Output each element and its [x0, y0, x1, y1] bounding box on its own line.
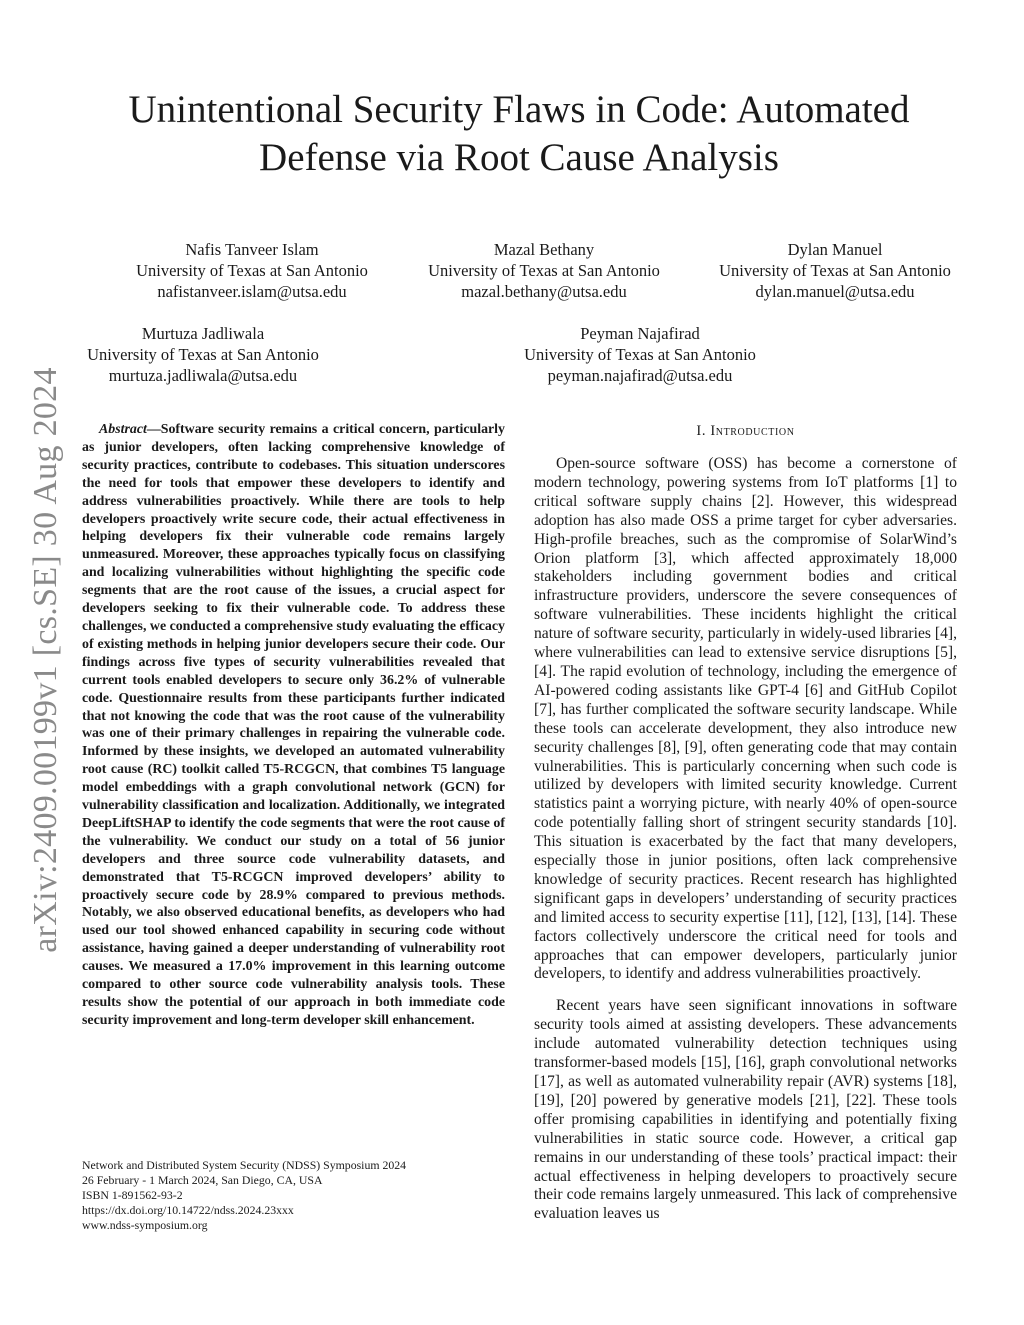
author-name: Dylan Manuel — [787, 240, 883, 259]
author-name: Murtuza Jadliwala — [141, 324, 265, 343]
body-paragraph: Recent years have seen significant innovations in software security tools aimed at assisting developers. These advancements include automated vulnerability detection techniques using transformer-based models [15], [16], graph convolutional networks [17], as well as automated vulnerability repair (AVR) systems [18], [19], [20] powered by generative models [21], [22]. These tools offer promising capabilities in identifying and potentially fixing vulnerabilities in static source code. However, a critical gap remains in our understanding of these tools’ practical impact: their actual effectiveness in helping developers to proactively secure their code remains largely unmeasured. This lack of comprehensive evaluation leaves us — [534, 997, 957, 1223]
author-block — [72, 323, 334, 386]
author-affiliation: University of Texas at San Antonio — [719, 261, 951, 280]
author-email: dylan.manuel@utsa.edu — [755, 282, 915, 301]
author-name: Nafis Tanveer Islam — [185, 240, 319, 259]
author-affiliation: University of Texas at San Antonio — [428, 261, 660, 280]
author-name: Peyman Najafirad — [580, 324, 700, 343]
arxiv-identifier — [28, 350, 64, 970]
arxiv-identifier-text: arXiv:2409.00199v1 [cs.SE] 30 Aug 2024 — [27, 367, 64, 953]
venue-footnote — [82, 1158, 406, 1233]
author-affiliation: University of Texas at San Antonio — [136, 261, 368, 280]
section-title: Introduction — [710, 423, 795, 439]
author-email: nafistanveer.islam@utsa.edu — [157, 282, 347, 301]
author-block — [509, 323, 771, 386]
section-heading — [534, 421, 957, 441]
footnote-line: ISBN 1-891562-93-2 — [82, 1188, 183, 1203]
paper-title: Unintentional Security Flaws in Code: Automated Defense via Root Cause Analysis — [128, 88, 910, 179]
author-email: peyman.najafirad@utsa.edu — [547, 366, 733, 385]
introduction-section — [534, 421, 957, 1224]
abstract-text: Software security remains a critical concern, particularly as junior developers, often lacking comprehensive knowledge of security practices, contribute to codebases. This situation underscores the need for tools that empower these developers to identify and address vulnerabilities proactively. While there are tools to help developers proactively write secure code, their actual effectiveness in helping developers fix their vulnerable code remains largely unmeasured. Moreover, these approaches typically focus on classifying and localizing vulnerabilities without highlighting the specific code segments that are the root cause of the issues, a crucial aspect for developers seeking to fix their vulnerable code. To address these challenges, we conducted a comprehensive study evaluating the efficacy of existing methods in helping junior developers secure their code. Our findings across five types of security vulnerabilities revealed that current tools enabled developers to secure only 36.2% of vulnerable code. Questionnaire results from these participants further indicated that not knowing the code that was the root cause of the vulnerability was one of their primary challenges in repairing the vulnerable code. Informed by these insights, we developed an automated vulnerability root cause (RC) toolkit called T5-RCGCN, that combines T5 language model embeddings with a graph convolutional network (GCN) for vulnerability classification and localization. Additionally, we integrated DeepLiftSHAP to identify the code segments that were the root cause of the vulnerability. We conduct our study on a total of 56 junior developers and three source code vulnerability datasets, and demonstrated that T5-RCGCN improved developers’ ability to proactively secure code by 28.9% compared to previous methods. Notably, we also observed educational benefits, as developers who had used our tool showed enhanced capability in securing code without assistance, having gained a deeper understanding of vulnerability root causes. We measured a 17.0% improvement in this learning outcome compared to other source code vulnerability analysis tools. These results show the potential of our approach in both immediate code security improvement and long-term developer skill enhancement. — [82, 422, 505, 1028]
section-number: I. — [696, 423, 707, 439]
author-name: Mazal Bethany — [493, 240, 595, 259]
footnote-line: www.ndss-symposium.org — [82, 1218, 208, 1233]
footnote-line: 26 February - 1 March 2024, San Diego, CA, USA — [82, 1173, 323, 1188]
author-block — [413, 239, 675, 302]
author-email: murtuza.jadliwala@utsa.edu — [108, 366, 298, 385]
footnote-line: Network and Distributed System Security (NDSS) Symposium 2024 — [82, 1158, 407, 1172]
author-block — [703, 239, 967, 302]
author-affiliation: University of Texas at San Antonio — [87, 345, 319, 364]
author-block — [120, 239, 384, 302]
abstract-paragraph: Abstract—Software security remains a critical concern, particularly as junior developers, often lacking comprehensive knowledge of security practices, contribute to codebases. This situation underscores the need for tools that empower these developers to identify and address vulnerabilities proactively. While there are tools to help developers proactively write secure code, their actual effectiveness in helping developers fix their vulnerable code remains largely unmeasured. Moreover, these approaches typically focus on classifying and localizing vulnerabilities without highlighting the specific code segments that are the root cause of the issues, a crucial aspect for developers seeking to fix their vulnerable code. To address these challenges, we conducted a comprehensive study evaluating the efficacy of existing methods in helping junior developers secure their code. Our findings across five types of security vulnerabilities revealed that current tools enabled developers to secure only 36.2% of vulnerable code. Questionnaire results from these participants further indicated that not knowing the code that was the root cause of the vulnerability was one of their primary challenges in repairing the vulnerable code. Informed by these insights, we developed an automated vulnerability root cause (RC) toolkit called T5-RCGCN, that combines T5 language model embeddings with a graph convolutional network (GCN) for vulnerability classification and localization. Additionally, we integrated DeepLiftSHAP to identify the code segments that were the root cause of the vulnerability. We conduct our study on a total of 56 junior developers and three source code vulnerability datasets, and demonstrated that T5-RCGCN improved developers’ ability to proactively secure code by 28.9% compared to previous methods. Notably, we also observed educational benefits, as developers who had used our tool showed enhanced capability in securing code without assistance, having gained a deeper understanding of vulnerability root causes. We measured a 17.0% improvement in this learning outcome compared to other source code vulnerability analysis tools. These results show the potential of our approach in both immediate code security improvement and long-term developer skill enhancement. — [82, 422, 505, 1028]
abstract — [82, 421, 505, 1030]
body-paragraph: Open-source software (OSS) has become a cornerstone of modern technology, powering systems from IoT platforms [1] to critical software supply chains [2]. However, this widespread adoption has also made OSS a prime target for cyber adversaries. High-profile breaches, such as the compromise of SolarWind’s Orion platform [3], which affected approximately 18,000 stakeholders including government bodies and critical infrastructure providers, underscore the severe consequences of software vulnerabilities. These incidents highlight the critical nature of software security, particularly in widely-used libraries [4], where vulnerabilities can lead to extensive service disruptions [5], [4]. The rapid evolution of technology, including the emergence of AI-powered coding assistants like GPT-4 [6] and GitHub Copilot [7], has further complicated the software security landscape. While these tools can accelerate development, they also introduce new security challenges [8], [9], often generating code that may contain vulnerabilities. This is particularly concerning when such code is utilized by developers with limited security knowledge. Current statistics paint a worrying picture, with nearly 40% of open-source code potentially falling short of stringent security standards [10]. This situation is exacerbated by the fact that many developers, especially those in junior positions, often lack comprehensive knowledge of security practices. Recent research has highlighted significant gaps in developers’ understanding of security practices and limited access to security expertise [11], [12], [13], [14]. These factors collectively underscore the critical need for tools and approaches that can empower developers, particularly junior developers, to identify and address vulnerabilities proactively. — [534, 455, 957, 983]
author-email: mazal.bethany@utsa.edu — [461, 282, 627, 301]
abstract-label: Abstract — [99, 422, 147, 437]
footnote-line: https://dx.doi.org/10.14722/ndss.2024.23xxx — [82, 1203, 294, 1218]
author-affiliation: University of Texas at San Antonio — [524, 345, 756, 364]
